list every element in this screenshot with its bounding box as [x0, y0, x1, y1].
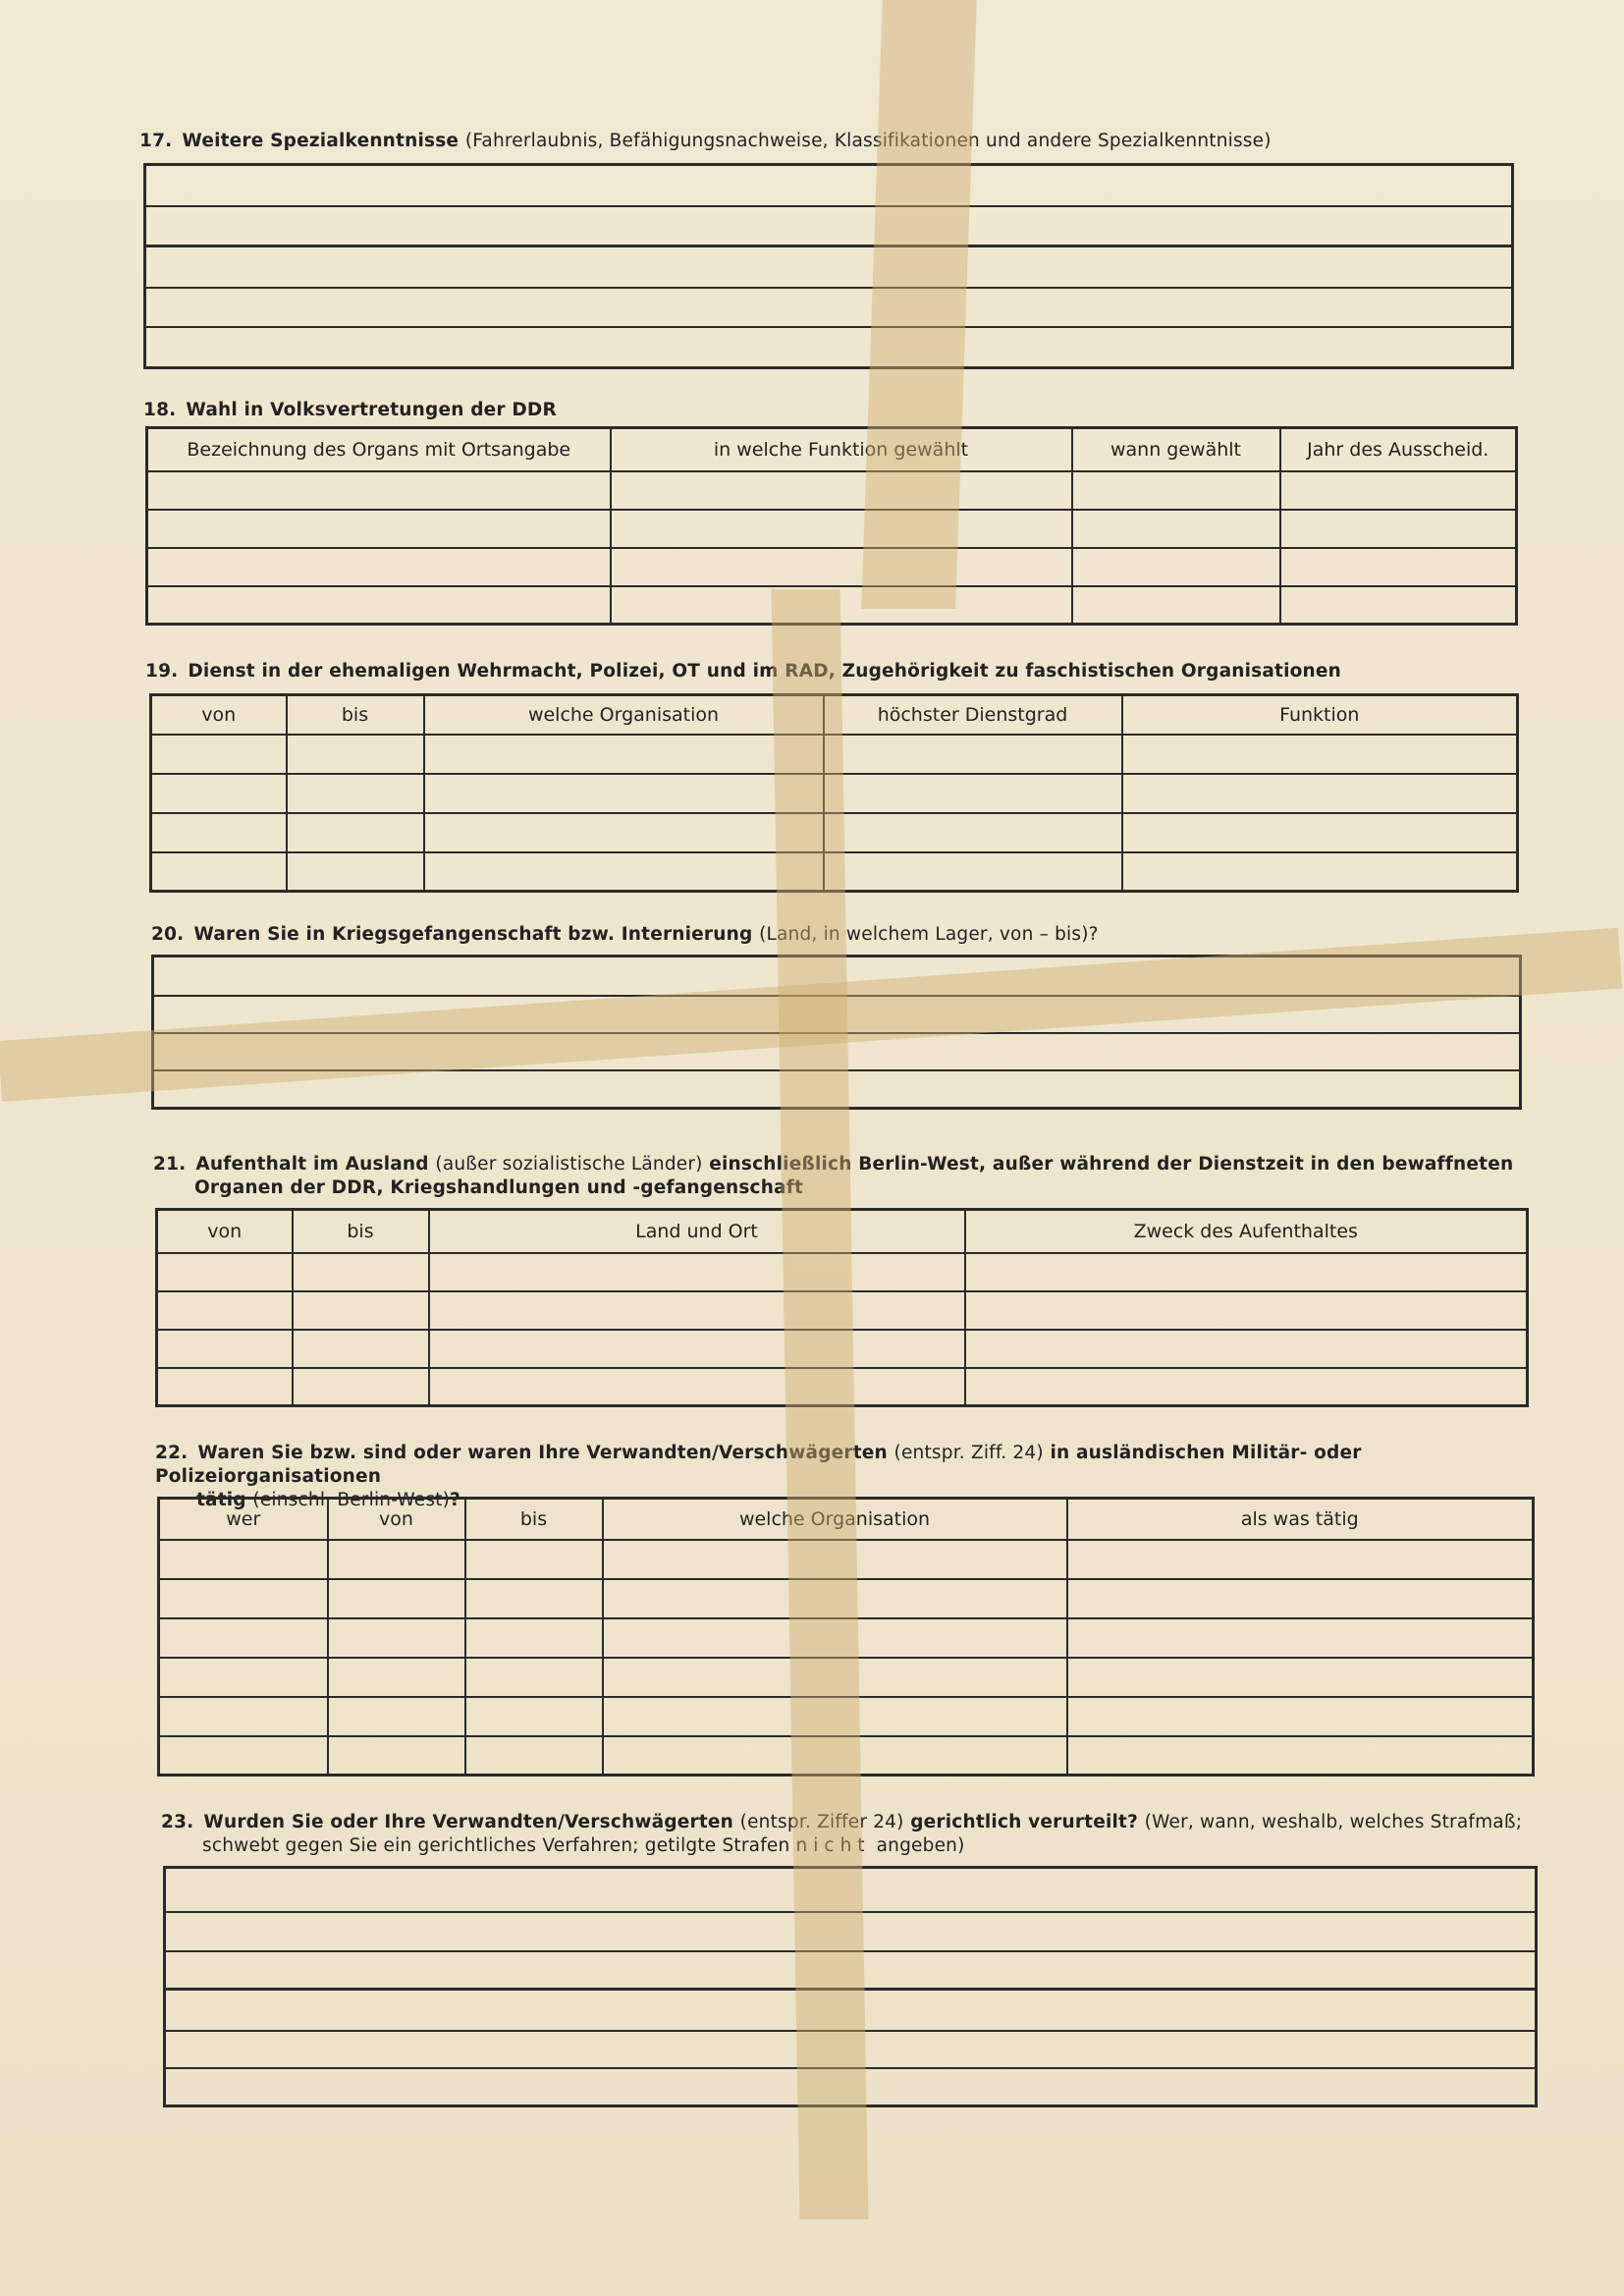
table-cell[interactable] — [965, 1291, 1528, 1330]
question-17-answer-lines[interactable] — [143, 163, 1514, 369]
column-header: bis — [465, 1499, 603, 1540]
table-cell[interactable] — [293, 1253, 429, 1291]
table-cell[interactable] — [965, 1330, 1528, 1368]
table-cell[interactable] — [1122, 852, 1518, 892]
table-cell[interactable] — [287, 774, 424, 813]
table-cell[interactable] — [328, 1658, 465, 1697]
question-22-label: 22. Waren Sie bzw. sind oder waren Ihre Verwandten/Verschwägerten (entspr. Ziff. 24) in ausländischen Militär- oder Polizeiorganisationen tätig (einschl. Berlin-West)? — [155, 1443, 1362, 1510]
column-header: von — [151, 695, 287, 735]
table-cell[interactable] — [147, 586, 611, 625]
table-cell[interactable] — [1072, 471, 1280, 510]
column-header: wann gewählt — [1072, 428, 1280, 471]
question-21-table — [155, 1208, 1529, 1407]
table-cell[interactable] — [824, 813, 1122, 852]
table-cell[interactable] — [287, 813, 424, 852]
table-cell[interactable] — [293, 1330, 429, 1368]
column-header: welche Organisation — [424, 695, 824, 735]
table-cell[interactable] — [603, 1579, 1067, 1618]
table-cell[interactable] — [465, 1618, 603, 1658]
column-header: von — [328, 1499, 465, 1540]
table-cell[interactable] — [328, 1579, 465, 1618]
table-cell[interactable] — [1067, 1658, 1534, 1697]
table-cell[interactable] — [611, 471, 1072, 510]
table-cell[interactable] — [1072, 586, 1280, 625]
table-cell[interactable] — [1280, 471, 1517, 510]
table-cell[interactable] — [611, 586, 1072, 625]
table-cell[interactable] — [1280, 548, 1517, 586]
table-cell[interactable] — [1067, 1540, 1534, 1579]
table-cell[interactable] — [157, 1330, 293, 1368]
question-19-label: 19. Dienst in der ehemaligen Wehrmacht, Polizei, OT und im RAD, Zugehörigkeit zu faschistischen Organisationen — [145, 661, 1342, 682]
table-cell[interactable] — [424, 852, 824, 892]
table-cell[interactable] — [1280, 510, 1517, 548]
column-header: Jahr des Ausscheid. — [1280, 428, 1517, 471]
table-cell[interactable] — [328, 1618, 465, 1658]
table-cell[interactable] — [603, 1618, 1067, 1658]
table-cell[interactable] — [159, 1540, 328, 1579]
question-18-table — [145, 426, 1518, 626]
column-header: höchster Dienstgrad — [824, 695, 1122, 735]
table-cell[interactable] — [1067, 1697, 1534, 1736]
question-20-answer-lines[interactable] — [151, 955, 1522, 1110]
question-20-label: 20. Waren Sie in Kriegsgefangenschaft bzw. Internierung (Land, in welchem Lager, von – bis)? — [151, 924, 1099, 945]
table-cell[interactable] — [424, 774, 824, 813]
question-23-answer-lines[interactable] — [163, 1866, 1538, 2107]
table-cell[interactable] — [429, 1253, 965, 1291]
table-cell[interactable] — [287, 852, 424, 892]
table-cell[interactable] — [611, 548, 1072, 586]
table-cell[interactable] — [1072, 510, 1280, 548]
table-cell[interactable] — [328, 1540, 465, 1579]
question-21-label: 21. Aufenthalt im Ausland (außer sozialistische Länder) einschließlich Berlin-West, außer während der Dienstzeit in den bewaffneten Organen der DDR, Kriegshandlungen und -gefangenschaft — [153, 1154, 1514, 1198]
question-18-label: 18. Wahl in Volksvertretungen der DDR — [143, 400, 557, 420]
table-cell[interactable] — [1067, 1618, 1534, 1658]
table-cell[interactable] — [147, 510, 611, 548]
table-cell[interactable] — [1280, 586, 1517, 625]
question-17-label: 17. Weitere Spezialkenntnisse (Fahrerlaubnis, Befähigungsnachweise, Klassifikationen und andere Spezialkenntnisse) — [139, 131, 1272, 151]
column-header: bis — [287, 695, 424, 735]
column-header: von — [157, 1210, 293, 1253]
answer-line — [154, 995, 1519, 997]
column-header: Land und Ort — [429, 1210, 965, 1253]
column-header: Bezeichnung des Organs mit Ortsangabe — [147, 428, 611, 471]
table-cell[interactable] — [1122, 774, 1518, 813]
table-cell[interactable] — [293, 1368, 429, 1406]
table-cell[interactable] — [328, 1697, 465, 1736]
table-cell[interactable] — [159, 1618, 328, 1658]
table-cell[interactable] — [611, 510, 1072, 548]
answer-line — [166, 1988, 1535, 1991]
table-cell[interactable] — [293, 1291, 429, 1330]
table-cell[interactable] — [603, 1697, 1067, 1736]
table-cell[interactable] — [151, 813, 287, 852]
table-cell[interactable] — [159, 1736, 328, 1776]
table-cell[interactable] — [603, 1540, 1067, 1579]
table-cell[interactable] — [824, 735, 1122, 774]
table-cell[interactable] — [151, 774, 287, 813]
answer-line — [166, 1950, 1535, 1952]
table-cell[interactable] — [429, 1368, 965, 1406]
answer-line — [146, 287, 1511, 289]
column-header: wer — [159, 1499, 328, 1540]
column-header: Funktion — [1122, 695, 1518, 735]
table-cell[interactable] — [429, 1330, 965, 1368]
table-cell[interactable] — [328, 1736, 465, 1776]
table-cell[interactable] — [824, 852, 1122, 892]
table-cell[interactable] — [965, 1253, 1528, 1291]
table-cell[interactable] — [151, 852, 287, 892]
answer-line — [146, 326, 1511, 328]
table-cell[interactable] — [1122, 735, 1518, 774]
table-cell[interactable] — [157, 1291, 293, 1330]
table-cell[interactable] — [159, 1697, 328, 1736]
table-cell[interactable] — [1067, 1579, 1534, 1618]
table-cell[interactable] — [1067, 1736, 1534, 1776]
question-19-table — [149, 693, 1519, 893]
column-header: Zweck des Aufenthaltes — [965, 1210, 1528, 1253]
table-cell[interactable] — [824, 774, 1122, 813]
table-cell[interactable] — [465, 1579, 603, 1618]
table-cell[interactable] — [465, 1697, 603, 1736]
table-cell[interactable] — [147, 548, 611, 586]
table-cell[interactable] — [151, 735, 287, 774]
answer-line — [154, 1069, 1519, 1071]
table-cell[interactable] — [603, 1658, 1067, 1697]
column-header: welche Organisation — [603, 1499, 1067, 1540]
table-cell[interactable] — [424, 813, 824, 852]
question-22-table — [157, 1497, 1535, 1777]
column-header: bis — [293, 1210, 429, 1253]
table-cell[interactable] — [157, 1253, 293, 1291]
table-cell[interactable] — [157, 1368, 293, 1406]
answer-line — [154, 1032, 1519, 1034]
answer-line — [146, 205, 1511, 207]
answer-line — [166, 1911, 1535, 1913]
column-header: als was tätig — [1067, 1499, 1534, 1540]
table-cell[interactable] — [465, 1736, 603, 1776]
table-cell[interactable] — [465, 1658, 603, 1697]
answer-line — [166, 2067, 1535, 2069]
table-cell[interactable] — [1072, 548, 1280, 586]
table-cell[interactable] — [424, 735, 824, 774]
table-cell[interactable] — [429, 1291, 965, 1330]
table-cell[interactable] — [147, 471, 611, 510]
table-cell[interactable] — [287, 735, 424, 774]
question-23-label: 23. Wurden Sie oder Ihre Verwandten/Verschwägerten (entspr. Ziffer 24) gerichtlich verurteilt? (Wer, wann, weshalb, welches Strafmaß; schwebt gegen Sie ein gerichtliches Verfahren; getilgte Strafen nicht angeben) — [161, 1812, 1523, 1856]
column-header: in welche Funktion gewählt — [611, 428, 1072, 471]
table-cell[interactable] — [1122, 813, 1518, 852]
answer-line — [146, 245, 1511, 247]
table-cell[interactable] — [965, 1368, 1528, 1406]
table-cell[interactable] — [159, 1579, 328, 1618]
table-cell[interactable] — [603, 1736, 1067, 1776]
table-cell[interactable] — [465, 1540, 603, 1579]
table-cell[interactable] — [159, 1658, 328, 1697]
answer-line — [166, 2030, 1535, 2032]
